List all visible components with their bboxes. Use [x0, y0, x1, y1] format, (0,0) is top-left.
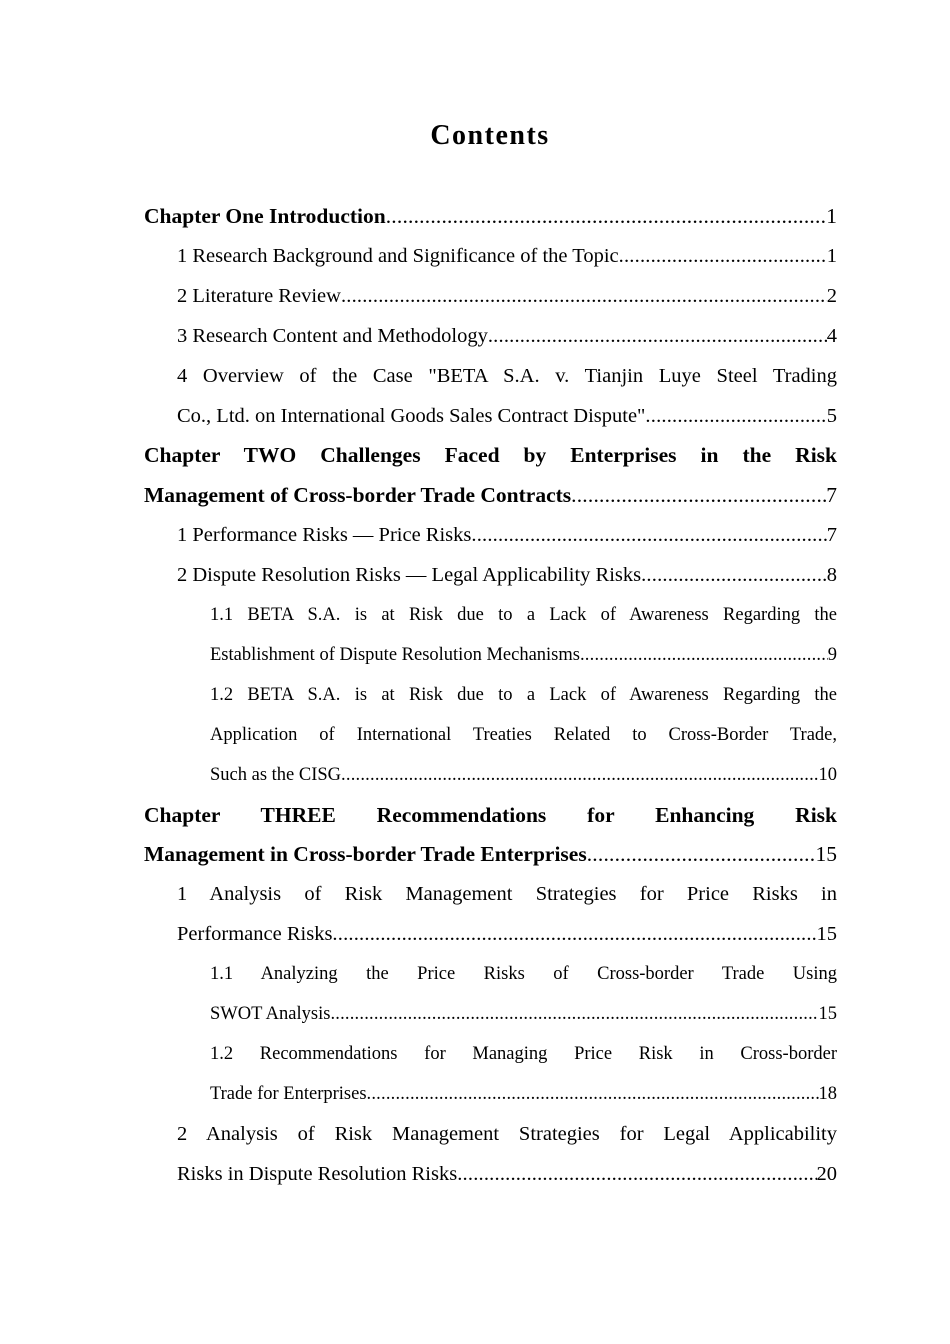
page-number: 2: [826, 284, 837, 307]
dot-leader: [332, 914, 816, 954]
dot-leader: [587, 834, 816, 874]
toc-entry-text: 1.2 Recommendations for Managing Price Risk in Cross-border: [210, 1043, 837, 1064]
toc-line-final: [177, 555, 837, 595]
toc-line-final: [177, 316, 837, 356]
toc-entry-text: Risks in Dispute Resolution Risks: [177, 1162, 458, 1185]
toc-entry-text: SWOT Analysis: [210, 1004, 331, 1024]
toc-entry-text: 1 Analysis of Risk Management Strategies for Price Risks in: [177, 883, 837, 906]
toc-entry-text: 1 Research Background and Significance of the Topic: [177, 244, 619, 267]
toc-entry-text: Trade for Enterprises: [210, 1083, 367, 1104]
toc-entry-text: Establishment of Dispute Resolution Mechanisms: [210, 644, 580, 665]
dot-leader: [619, 236, 827, 276]
toc-entry-text: 2 Dispute Resolution Risks — Legal Applicability Risks: [177, 564, 642, 587]
toc-entry-text: Management in Cross-border Trade Enterprises: [144, 842, 587, 867]
page-number: 7: [826, 524, 837, 547]
page-number: 4: [826, 324, 837, 347]
page-number: 8: [826, 564, 837, 587]
toc-entry-text: Co., Ltd. on International Goods Sales Contract Dispute": [177, 404, 646, 427]
dot-leader: [580, 635, 828, 675]
dot-leader: [386, 196, 827, 236]
toc-entry-text: 3 Research Content and Methodology: [177, 324, 488, 347]
toc-entry-text: 2 Literature Review: [177, 284, 341, 307]
toc-entry-text: Chapter TWO Challenges Faced by Enterprises in the Risk: [144, 443, 837, 468]
toc-line-final: [177, 515, 837, 555]
dot-leader: [367, 1074, 819, 1114]
toc-line-final: [144, 475, 837, 515]
toc-entry-text: 1 Performance Risks — Price Risks: [177, 524, 472, 547]
toc-line-final: [177, 236, 837, 276]
toc-line-final: [177, 914, 837, 954]
toc-line-final: [210, 994, 837, 1034]
page-number: 1: [826, 244, 837, 267]
toc-line-final: [210, 1074, 837, 1114]
dot-leader: [457, 1154, 816, 1194]
page-number: 7: [826, 483, 837, 508]
page-number: 15: [815, 842, 837, 867]
toc-line-final: [177, 276, 837, 316]
toc-entry-text: Management of Cross-border Trade Contracts: [144, 483, 572, 508]
dot-leader: [645, 396, 826, 436]
dot-leader: [341, 755, 818, 795]
toc-line-final: [210, 755, 837, 795]
page-number: 1: [826, 204, 837, 228]
page-number: 10: [818, 764, 837, 785]
page-number: 20: [816, 1162, 837, 1185]
page-number: 18: [818, 1083, 837, 1104]
toc-entry-text: Performance Risks: [177, 923, 333, 946]
dot-leader: [571, 475, 826, 515]
toc-entry-text: Such as the CISG: [210, 764, 342, 785]
toc-entry-text: Chapter THREE Recommendations for Enhancing Risk: [144, 802, 837, 827]
toc-entry-text: 1.2 BETA S.A. is at Risk due to a Lack of Awareness Regarding the: [210, 684, 837, 705]
page-number: 15: [818, 1004, 837, 1024]
dot-leader: [341, 276, 827, 316]
toc-line-final: [144, 196, 837, 236]
toc-line-final: [210, 635, 837, 675]
toc-entry-text: 1.1 Analyzing the Price Risks of Cross-border Trade Using: [210, 964, 837, 985]
dot-leader: [330, 994, 818, 1034]
dot-leader: [488, 316, 827, 356]
toc-line-final: [144, 834, 837, 874]
toc-line-final: [177, 1154, 837, 1194]
toc-entry-text: Chapter One Introduction: [144, 204, 386, 228]
dot-leader: [641, 555, 827, 595]
toc-entry-text: 2 Analysis of Risk Management Strategies for Legal Applicability: [177, 1122, 837, 1145]
toc-entry-text: 1.1 BETA S.A. is at Risk due to a Lack of Awareness Regarding the: [210, 605, 837, 625]
page-number: 15: [816, 923, 837, 946]
page-title: Contents: [430, 120, 550, 151]
page-number: 5: [826, 404, 837, 427]
dot-leader: [471, 515, 826, 555]
toc-line-final: [177, 396, 837, 436]
toc-entry-text: Application of International Treaties Related to Cross-Border Trade,: [210, 724, 837, 745]
toc-entry-text: 4 Overview of the Case "BETA S.A. v. Tianjin Luye Steel Trading: [177, 364, 837, 387]
page-number: 9: [827, 644, 837, 665]
